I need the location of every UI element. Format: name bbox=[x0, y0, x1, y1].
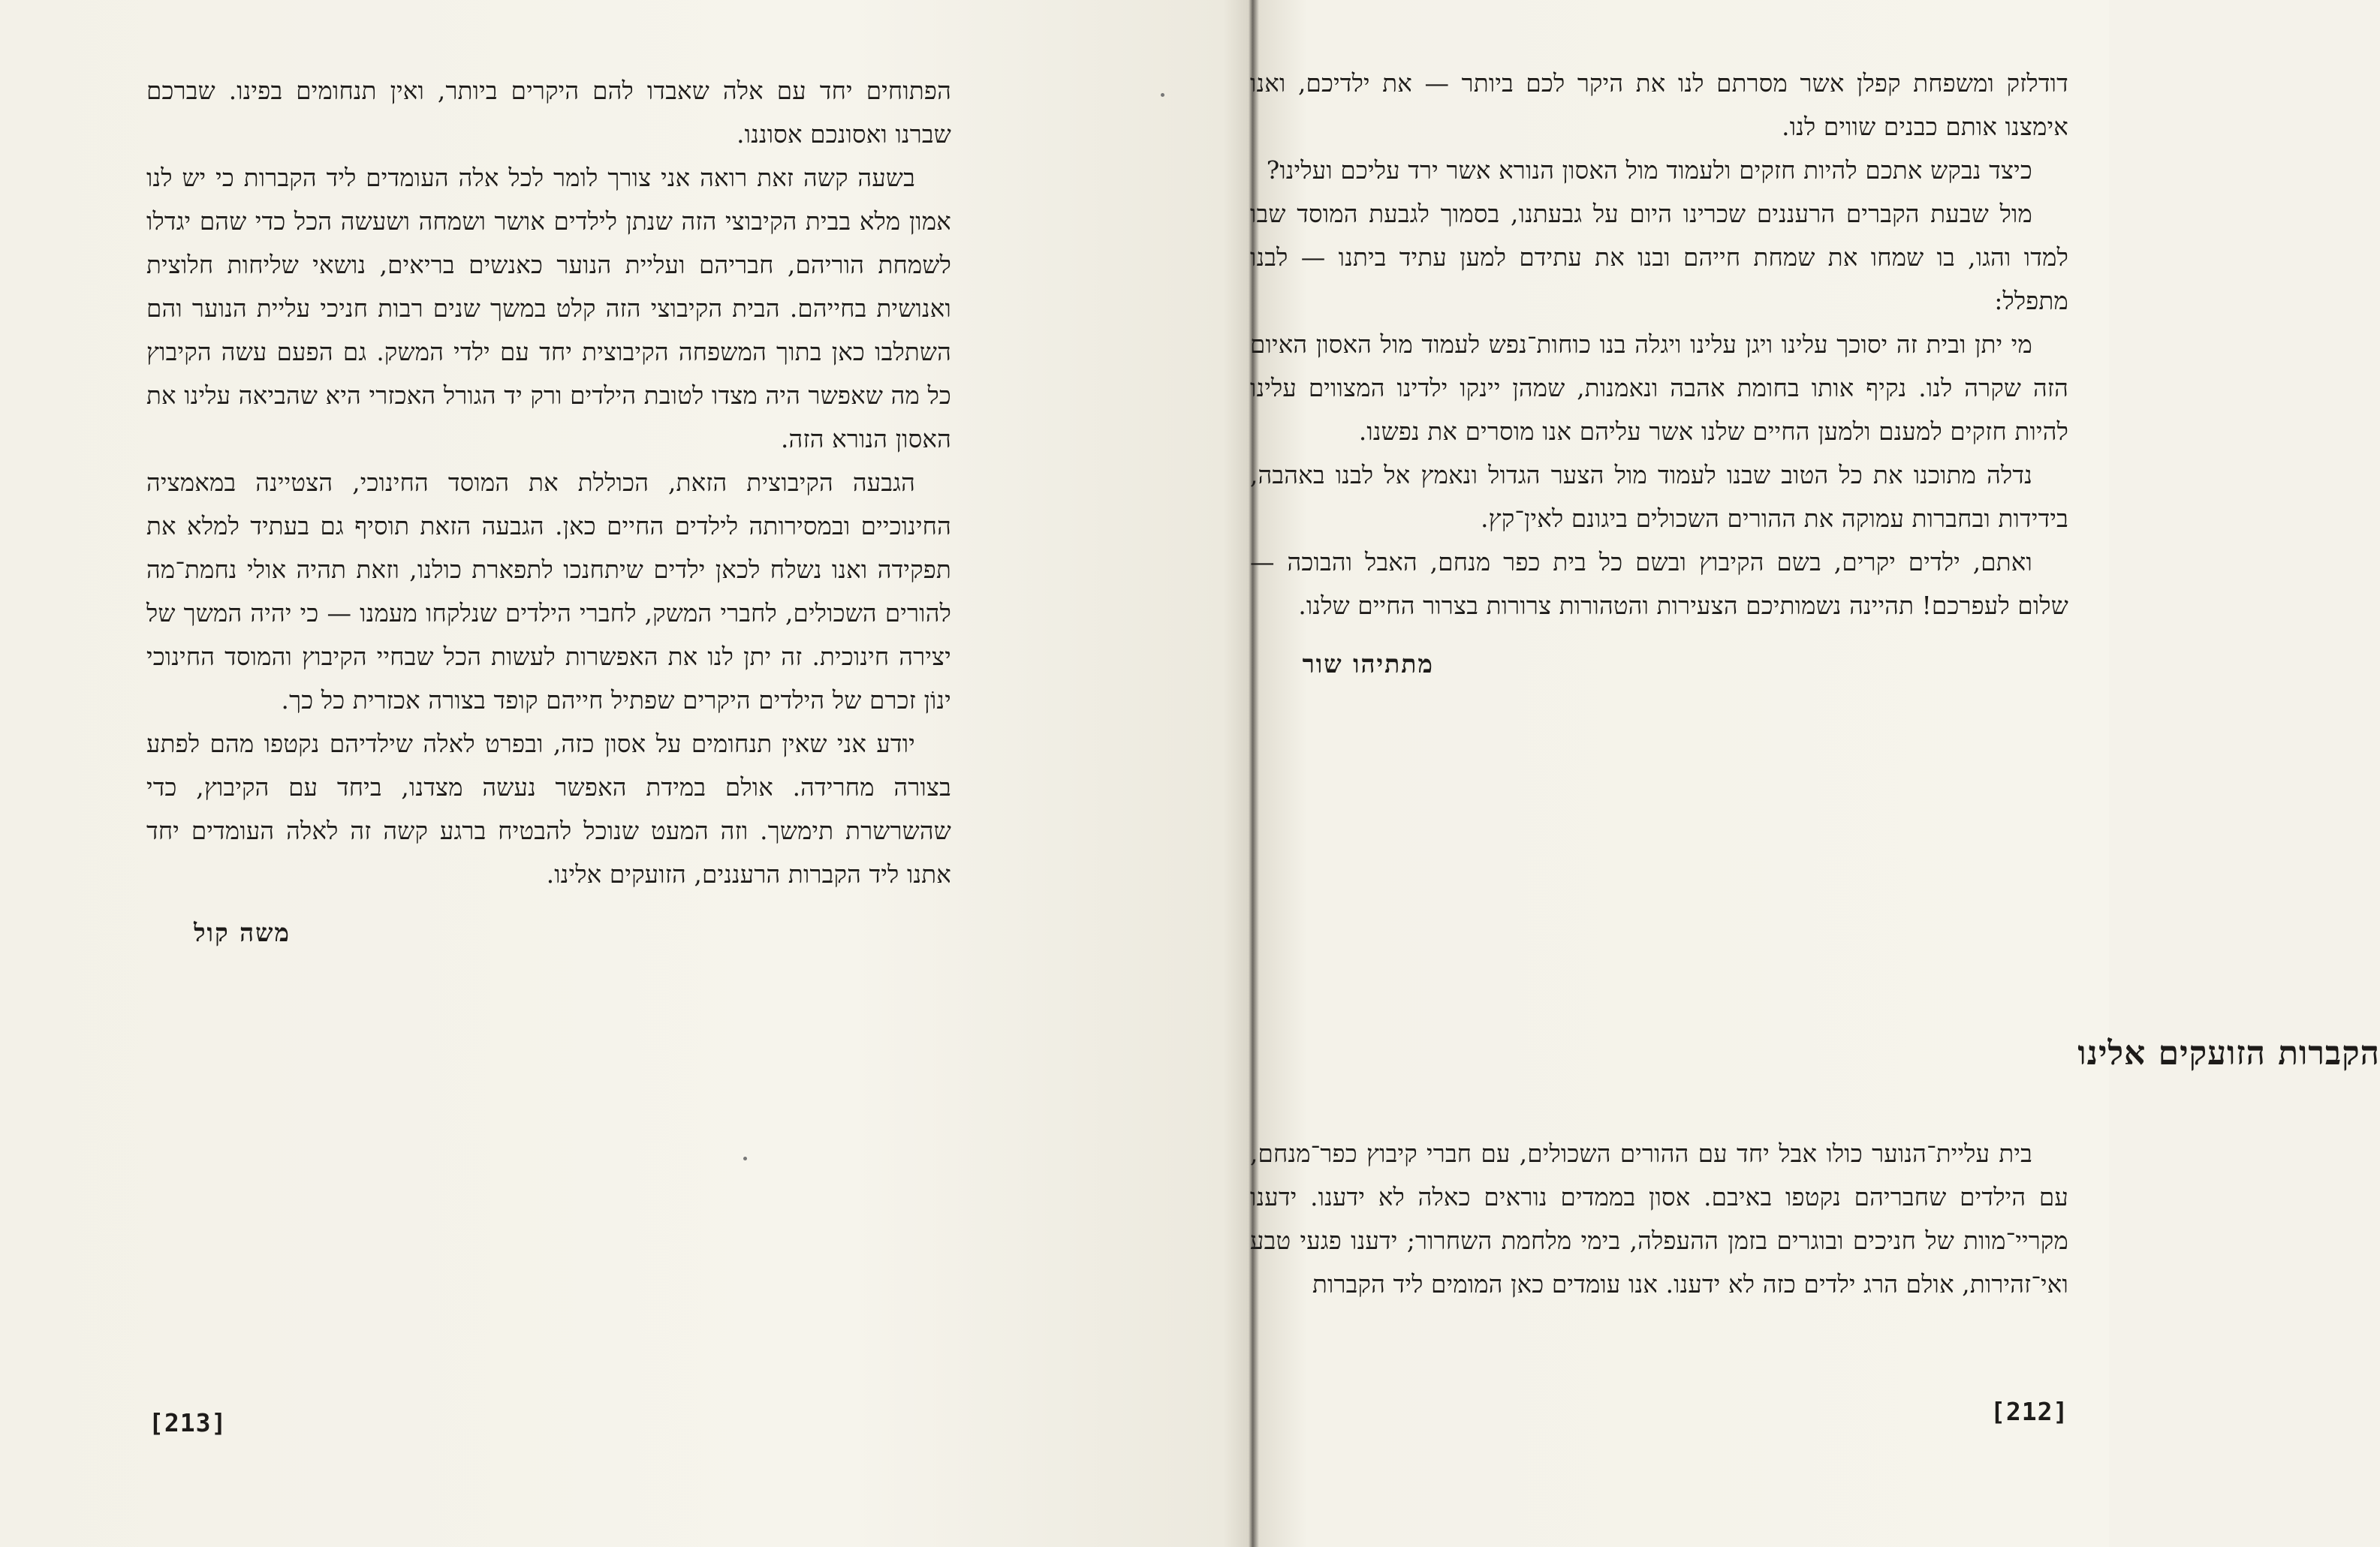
paragraph: נדלה מתוכנו את כל הטוב שבנו לעמוד מול הצער הגדול ונאמץ אל לבנו באהבה, בידידות ובחברות עמוקה את ההורים השכולים ביגונם לאין־קץ. bbox=[1250, 461, 2068, 533]
left-page bbox=[0, 0, 1111, 1547]
paragraph: הגבעה הקיבוצית הזאת, הכוללת את המוסד החינוכי, הצטיינה במאמציה החינוכיים ובמסירותה לילדים החיים כאן. הגבעה הזאת תוסיף גם בעתיד למלא את תפקידה ואנו נשלח לכאן ילדים שיתחנכו לתפארת כולנו, וזאת תהיה אולי נחמת־מה להורים השכולים, לחברי המשק, לחברי הילדים שנלקחו מעמנו — כי יהיה המשך של יצירה חינוכית. זה יתן לנו את האפשרות לעשות הכל שבחיי הקיבוץ והמוסד החינוכי ינוֹן זכרם של הילדים היקרים שפתיל חייהם קופד בצורה אכזרית כל כך. bbox=[146, 468, 951, 715]
right-page bbox=[1134, 0, 2380, 1547]
section-title: הקברות הזועקים אלינו bbox=[2077, 1034, 2380, 1073]
right-page-text bbox=[1250, 62, 2068, 686]
signature: מתתיהו שור bbox=[1302, 649, 1434, 679]
left-page-text bbox=[146, 69, 951, 955]
paragraph: יודע אני שאין תנחומים על אסון כזה, ובפרט לאלה שילדיהם נקטפו מהם לפתע בצורה מחרידה. אולם במידת האפשר נעשה מצדנו, ביחד עם הקיבוץ, כדי שהשרשרת תימשך. וזה המעט שנוכל להבטיח ברגע קשה זה לאלה העומדים יחד אתנו ליד הקברות הרעננים, הזועקים אלינו. bbox=[146, 730, 951, 889]
section-text bbox=[1250, 1132, 2068, 1306]
page-number: [213] bbox=[149, 1408, 227, 1437]
paragraph: מי יתן ובית זה יסוכך עלינו ויגן עלינו ויגלה בנו כוחות־נפש לעמוד מול האסון האיום הזה שקרה לנו. נקיף אותו בחומת אהבה ונאמנות, שמהן יינקו ילדינו המצווים עלינו להיות חזקים למענם ולמען החיים שלנו אשר עליהם אנו מוסרים את נפשנו. bbox=[1250, 330, 2068, 446]
paragraph: הפתוחים יחד עם אלה שאבדו להם היקרים ביותר, ואין תנחומים בפינו. שברכם שברנו ואסונכם אסוננו. bbox=[146, 77, 951, 149]
paragraph: מול שבעת הקברים הרעננים שכרינו היום על גבעתנו, בסמוך לגבעת המוסד שבו למדו והגו, בו שמחו את שמחת חייהם ובנו את עתידם למען עתיד ביתנו — לבנו מתפלל: bbox=[1250, 200, 2068, 315]
signature: משה קול bbox=[194, 918, 291, 947]
paper-speck bbox=[1161, 93, 1164, 97]
paper-speck bbox=[743, 1157, 747, 1160]
page-number: [212] bbox=[1990, 1397, 2069, 1426]
paragraph: בית עליית־הנוער כולו אבל יחד עם ההורים השכולים, עם חברי קיבוץ כפר־מנחם, עם הילדים שחבריהם נקטפו באיבם. אסון בממדים נוראים כאלה לא ידענו. ידענו מקריי־מוות של חניכים ובוגרים בזמן ההעפלה, בימי מלחמת השחרור; ידענו פגעי טבע ואי־זהירות, אולם הרג ילדים כזה לא ידענו. אנו עומדים כאן המומים ליד הקברות bbox=[1250, 1139, 2068, 1299]
paragraph: בשעה קשה זאת רואה אני צורך לומר לכל אלה העומדים ליד הקברות כי יש לנו אמון מלא בבית הקיבוצי הזה שנתן לילדים אושר ושמחה ושעשה הכל כדי שהם יגדלו לשמחת הוריהם, חבריהם ועליית הנוער כאנשים בריאים, נושאי שליחות חלוצית ואנושית בחייהם. הבית הקיבוצי הזה קלט במשך שנים רבות חניכי עליית הנוער והם השתלבו כאן בתוך המשפחה הקיבוצית יחד עם ילדי המשק. גם הפעם עשה הקיבוץ כל מה שאפשר היה מצדו לטובת הילדים ורק יד הגורל האכזרי היא שהביאה עלינו את האסון הנורא הזה. bbox=[146, 164, 951, 453]
paragraph: כיצד נבקש אתכם להיות חזקים ולעמוד מול האסון הנורא אשר ירד עליכם ועלינו? bbox=[1266, 156, 2032, 185]
paragraph: ואתם, ילדים יקרים, בשם הקיבוץ ובשם כל בית כפר מנחם, האבל והבוכה — שלום לעפרכם! תהיינה נשמותיכם הצעירות והטהורות צרורות בצרור החיים שלנו. bbox=[1250, 548, 2068, 620]
paragraph: דודלזק ומשפחת קפלן אשר מסרתם לנו את היקר לכם ביותר — את ילדיכם, ואנו אימצנו אותם כבנים שווים לנו. bbox=[1250, 69, 2068, 141]
